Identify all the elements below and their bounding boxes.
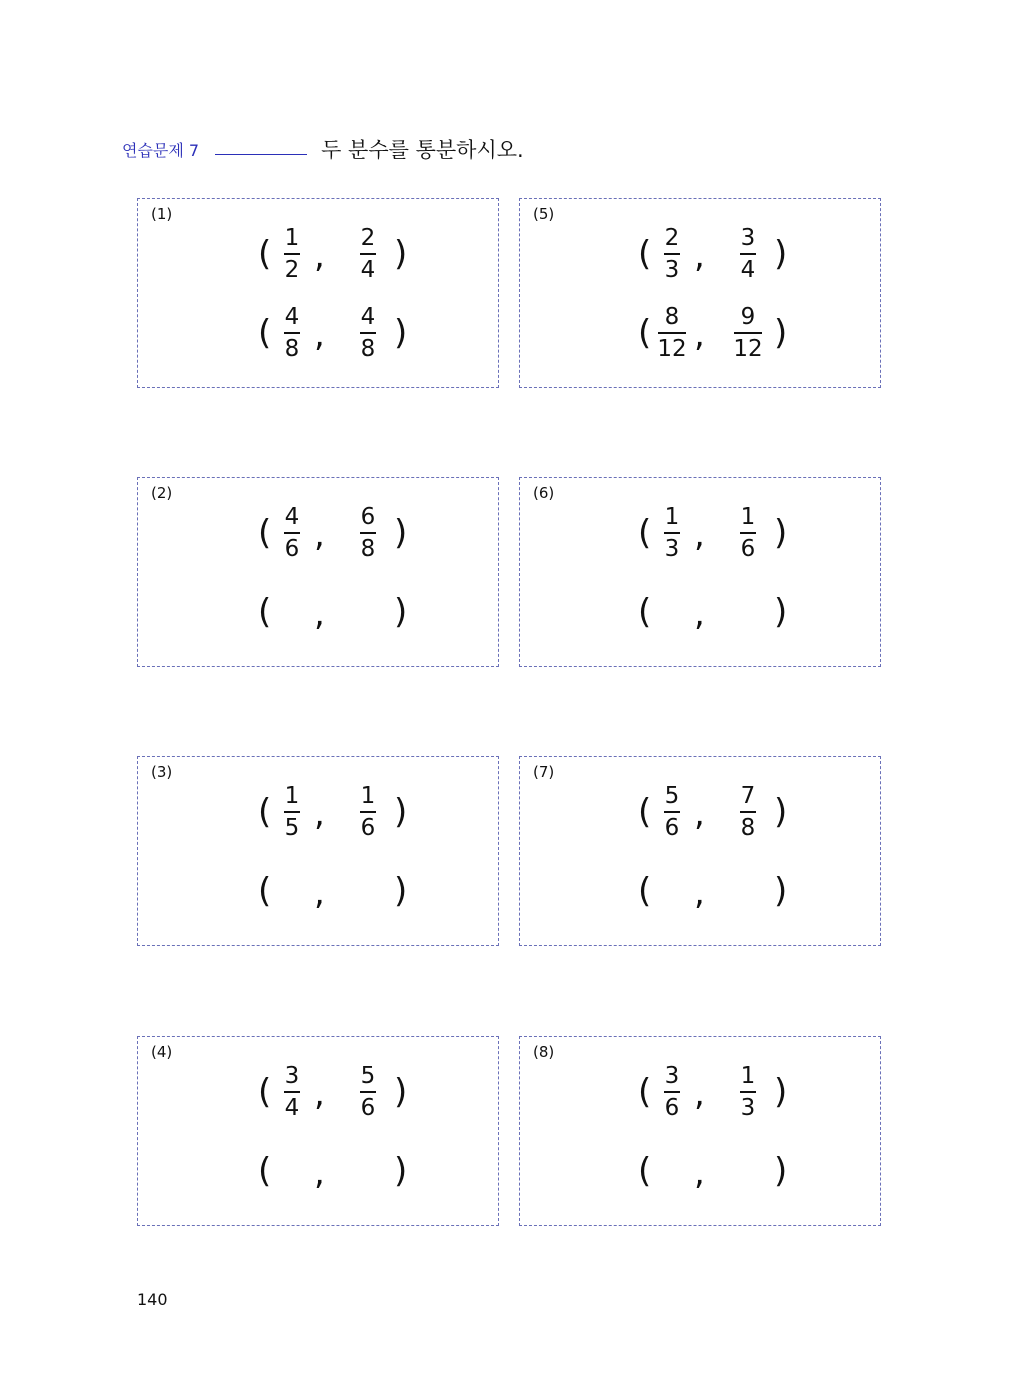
comma: , [694,1074,705,1114]
close-paren: ) [394,592,408,632]
fraction-a [652,1065,692,1120]
comma: , [694,794,705,834]
given-row [520,504,880,568]
denominator: 12 [733,335,763,362]
close-paren: ) [394,871,408,911]
denominator: 6 [360,814,376,841]
numerator: 1 [740,504,756,530]
answer-row [138,304,498,368]
problem-number: (7) [533,763,555,781]
numerator: 2 [360,225,376,251]
denominator: 4 [740,256,756,283]
fraction-b [728,506,768,561]
denominator: 6 [664,1094,680,1121]
problem-number: (8) [533,1043,555,1061]
open-paren: ( [638,234,652,274]
numerator: 2 [664,225,680,251]
fraction-a [652,306,692,361]
numerator: 7 [740,783,756,809]
numerator: 3 [740,225,756,251]
denominator: 6 [284,535,300,562]
close-paren: ) [774,234,788,274]
fraction-a [272,785,312,840]
denominator: 2 [284,256,300,283]
open-paren: ( [638,871,652,911]
comma: , [694,1153,705,1193]
comma: , [314,236,325,276]
numerator: 1 [664,504,680,530]
fraction-b [728,1065,768,1120]
fraction-a [652,227,692,282]
answer-row [520,583,880,647]
problem-box [519,1036,881,1226]
exercise-header [122,134,524,164]
denominator: 8 [284,335,300,362]
close-paren: ) [774,513,788,553]
problem-box [137,198,499,388]
comma: , [314,515,325,555]
given-row [138,225,498,289]
close-paren: ) [394,792,408,832]
close-paren: ) [774,313,788,353]
comma: , [694,873,705,913]
open-paren: ( [638,592,652,632]
answer-row [520,304,880,368]
comma: , [314,594,325,634]
problem-box [137,756,499,946]
close-paren: ) [394,1151,408,1191]
fraction-a [272,1065,312,1120]
answer-row [138,862,498,926]
fraction-b [728,227,768,282]
comma: , [694,594,705,634]
problem-number: (1) [151,205,173,223]
comma: , [314,1153,325,1193]
answer-row [520,862,880,926]
numerator: 5 [360,1063,376,1089]
denominator: 8 [360,535,376,562]
fraction-b [728,785,768,840]
comma: , [694,315,705,355]
close-paren: ) [774,871,788,911]
denominator: 4 [284,1094,300,1121]
numerator: 5 [664,783,680,809]
denominator: 6 [360,1094,376,1121]
fraction-a [652,785,692,840]
denominator: 8 [360,335,376,362]
close-paren: ) [394,313,408,353]
open-paren: ( [258,792,272,832]
comma: , [314,1074,325,1114]
close-paren: ) [774,592,788,632]
numerator: 4 [360,304,376,330]
exercise-label: 연습문제 7 [122,140,200,160]
given-row [138,783,498,847]
close-paren: ) [774,1072,788,1112]
page-number: 140 [137,1290,168,1309]
numerator: 9 [740,304,756,330]
denominator: 6 [664,814,680,841]
given-row [138,504,498,568]
problem-number: (5) [533,205,555,223]
problem-box [137,1036,499,1226]
problem-number: (6) [533,484,555,502]
numerator: 1 [740,1063,756,1089]
numerator: 6 [360,504,376,530]
denominator: 3 [740,1094,756,1121]
given-row [520,1063,880,1127]
answer-row [138,1142,498,1206]
problem-box [137,477,499,667]
numerator: 1 [360,783,376,809]
fraction-b [348,506,388,561]
open-paren: ( [258,1151,272,1191]
fraction-a [652,506,692,561]
answer-row [520,1142,880,1206]
open-paren: ( [258,234,272,274]
numerator: 4 [284,504,300,530]
open-paren: ( [258,513,272,553]
comma: , [314,873,325,913]
numerator: 1 [284,225,300,251]
open-paren: ( [638,1072,652,1112]
comma: , [314,315,325,355]
close-paren: ) [394,513,408,553]
fraction-a [272,306,312,361]
denominator: 8 [740,814,756,841]
denominator: 12 [657,335,687,362]
given-row [138,1063,498,1127]
fraction-b [348,785,388,840]
numerator: 1 [284,783,300,809]
denominator: 6 [740,535,756,562]
open-paren: ( [258,592,272,632]
given-row [520,783,880,847]
close-paren: ) [774,792,788,832]
open-paren: ( [258,1072,272,1112]
open-paren: ( [638,313,652,353]
close-paren: ) [394,1072,408,1112]
fraction-b [348,1065,388,1120]
given-row [520,225,880,289]
numerator: 4 [284,304,300,330]
close-paren: ) [774,1151,788,1191]
open-paren: ( [638,792,652,832]
comma: , [314,794,325,834]
denominator: 3 [664,535,680,562]
instruction-text: 두 분수를 통분하시오. [321,138,524,162]
numerator: 3 [284,1063,300,1089]
fraction-a [272,506,312,561]
numerator: 3 [664,1063,680,1089]
fraction-b [348,306,388,361]
fraction-b [728,306,768,361]
numerator: 8 [664,304,680,330]
problem-box [519,756,881,946]
problem-number: (2) [151,484,173,502]
fraction-a [272,227,312,282]
answer-row [138,583,498,647]
denominator: 4 [360,256,376,283]
open-paren: ( [258,313,272,353]
denominator: 5 [284,814,300,841]
denominator: 3 [664,256,680,283]
problem-number: (3) [151,763,173,781]
close-paren: ) [394,234,408,274]
problem-number: (4) [151,1043,173,1061]
exercise-underline [215,154,307,155]
comma: , [694,236,705,276]
problem-box [519,477,881,667]
open-paren: ( [258,871,272,911]
comma: , [694,515,705,555]
fraction-b [348,227,388,282]
problem-box [519,198,881,388]
open-paren: ( [638,1151,652,1191]
open-paren: ( [638,513,652,553]
